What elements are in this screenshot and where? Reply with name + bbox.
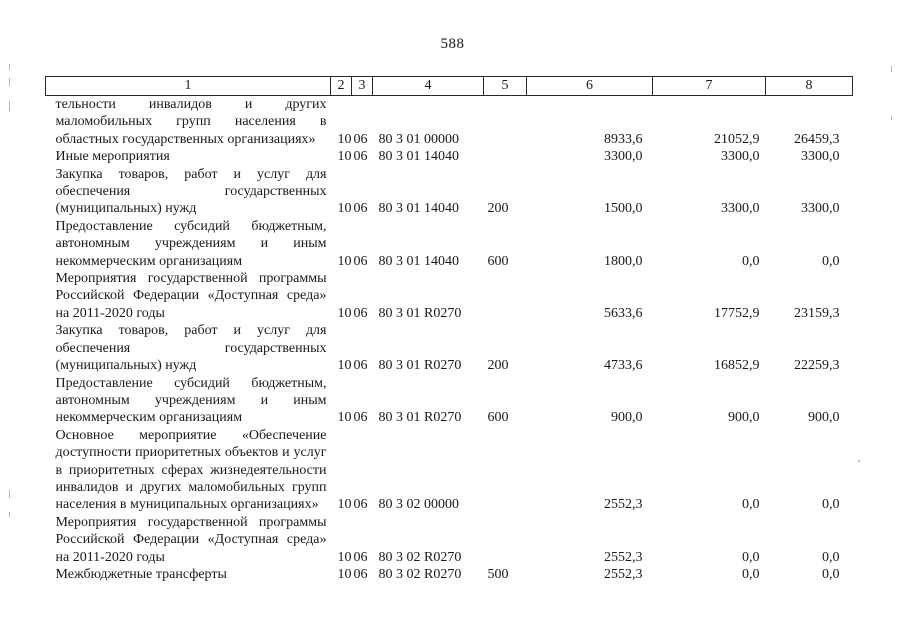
cell-section: 10 bbox=[337, 201, 352, 217]
cell-value-7: 900,0 bbox=[728, 410, 760, 426]
cell-value-7: 3300,0 bbox=[721, 201, 760, 217]
cell-value-8: 900,0 bbox=[808, 410, 840, 426]
cell-expense-type bbox=[484, 514, 527, 566]
table-row bbox=[46, 375, 853, 427]
header-row bbox=[46, 77, 853, 96]
cell-name: Предоставление субсидий бюджетным, автономным учреждениям и иным некоммерческим организациям bbox=[55, 218, 327, 269]
cell-subsection: 06 bbox=[353, 305, 368, 321]
cell-value-8: 0,0 bbox=[822, 497, 840, 513]
cell-value-8: 3300,0 bbox=[801, 201, 840, 217]
scan-mark bbox=[858, 460, 860, 462]
page-number: 588 bbox=[440, 36, 465, 52]
cell-value-8: 26459,3 bbox=[794, 131, 840, 147]
cell-section: 10 bbox=[337, 497, 352, 513]
cell-name: Межбюджетные трансферты bbox=[55, 566, 227, 582]
cell-value-6: 2552,3 bbox=[604, 566, 643, 582]
cell-value-6: 3300,0 bbox=[604, 149, 643, 165]
cell-name: Закупка товаров, работ и услуг для обеспечения государственных (муниципальных) нужд bbox=[55, 323, 327, 374]
cell-target-article: 80 3 02 R0270 bbox=[378, 549, 462, 565]
cell-section: 10 bbox=[337, 131, 352, 147]
table-row bbox=[46, 514, 853, 566]
cell-expense-type: 200 bbox=[487, 201, 509, 217]
cell-expense-type bbox=[484, 427, 527, 514]
cell-subsection: 06 bbox=[353, 131, 368, 147]
cell-value-8: 3300,0 bbox=[801, 149, 840, 165]
header-cell-5: 5 bbox=[484, 77, 527, 96]
cell-subsection: 06 bbox=[353, 566, 368, 582]
cell-value-8: 0,0 bbox=[822, 566, 840, 582]
cell-section: 10 bbox=[337, 358, 352, 374]
cell-value-6: 5633,6 bbox=[604, 305, 643, 321]
cell-value-6: 4733,6 bbox=[604, 358, 643, 374]
cell-subsection: 06 bbox=[353, 497, 368, 513]
cell-name: Мероприятия государственной программы Российской Федерации «Доступная среда» на 2011-2020 годы bbox=[55, 514, 327, 565]
cell-value-7: 0,0 bbox=[742, 253, 760, 269]
cell-value-7: 16852,9 bbox=[714, 358, 760, 374]
scan-mark bbox=[9, 78, 10, 86]
cell-value-7: 0,0 bbox=[742, 566, 760, 582]
table-row bbox=[46, 166, 853, 218]
budget-table bbox=[45, 76, 853, 583]
cell-expense-type bbox=[484, 270, 527, 322]
cell-target-article: 80 3 01 14040 bbox=[378, 201, 459, 217]
cell-section: 10 bbox=[337, 305, 352, 321]
cell-value-6: 2552,3 bbox=[604, 549, 643, 565]
cell-target-article: 80 3 01 00000 bbox=[378, 131, 459, 147]
cell-value-6: 1500,0 bbox=[604, 201, 643, 217]
cell-expense-type: 600 bbox=[487, 253, 509, 269]
header-cell-8: 8 bbox=[766, 77, 853, 96]
table-row bbox=[46, 270, 853, 322]
header-cell-6: 6 bbox=[527, 77, 653, 96]
cell-section: 10 bbox=[337, 410, 352, 426]
cell-value-8: 0,0 bbox=[822, 253, 840, 269]
cell-name: Иные мероприятия bbox=[55, 149, 170, 165]
cell-value-7: 21052,9 bbox=[714, 131, 760, 147]
scan-mark bbox=[891, 66, 892, 72]
cell-value-8: 23159,3 bbox=[794, 305, 840, 321]
cell-name: Предоставление субсидий бюджетным, автономным учреждениям и иным некоммерческим организациям bbox=[55, 375, 327, 426]
cell-target-article: 80 3 02 00000 bbox=[378, 497, 459, 513]
cell-value-6: 900,0 bbox=[611, 410, 643, 426]
cell-target-article: 80 3 01 R0270 bbox=[378, 410, 462, 426]
cell-subsection: 06 bbox=[353, 549, 368, 565]
scan-mark bbox=[891, 116, 892, 120]
scan-mark bbox=[9, 512, 10, 517]
cell-subsection: 06 bbox=[353, 201, 368, 217]
cell-subsection: 06 bbox=[353, 253, 368, 269]
cell-section: 10 bbox=[337, 149, 352, 165]
cell-subsection: 06 bbox=[353, 410, 368, 426]
cell-section: 10 bbox=[337, 566, 352, 582]
header-cell-1: 1 bbox=[46, 77, 331, 96]
scan-mark bbox=[9, 101, 10, 111]
header-cell-2: 2 bbox=[331, 77, 352, 96]
header-cell-7: 7 bbox=[653, 77, 766, 96]
cell-expense-type bbox=[484, 96, 527, 149]
cell-target-article: 80 3 01 14040 bbox=[378, 253, 459, 269]
cell-value-7: 3300,0 bbox=[721, 149, 760, 165]
table-row bbox=[46, 148, 853, 165]
cell-value-6: 2552,3 bbox=[604, 497, 643, 513]
cell-value-6: 1800,0 bbox=[604, 253, 643, 269]
table-body bbox=[46, 96, 853, 584]
table-row bbox=[46, 96, 853, 149]
cell-expense-type: 200 bbox=[487, 358, 509, 374]
scan-mark bbox=[9, 490, 10, 498]
header-cell-3: 3 bbox=[352, 77, 373, 96]
cell-target-article: 80 3 01 R0270 bbox=[378, 358, 462, 374]
cell-subsection: 06 bbox=[353, 149, 368, 165]
table-row bbox=[46, 566, 853, 583]
cell-expense-type: 600 bbox=[487, 410, 509, 426]
cell-name: Основное мероприятие «Обеспечение доступности приоритетных объектов и услуг в приоритетных сферах жизнедеятельности инвалидов и других маломобильных групп населения в муниципальных организациях» bbox=[55, 427, 327, 513]
cell-value-6: 8933,6 bbox=[604, 131, 643, 147]
cell-value-8: 22259,3 bbox=[794, 358, 840, 374]
cell-section: 10 bbox=[337, 253, 352, 269]
cell-expense-type: 500 bbox=[487, 566, 509, 582]
cell-expense-type bbox=[484, 148, 527, 165]
cell-target-article: 80 3 01 R0270 bbox=[378, 305, 462, 321]
table-row bbox=[46, 427, 853, 514]
table-row bbox=[46, 322, 853, 374]
cell-target-article: 80 3 01 14040 bbox=[378, 149, 459, 165]
cell-value-7: 0,0 bbox=[742, 497, 760, 513]
cell-value-7: 0,0 bbox=[742, 549, 760, 565]
cell-value-8: 0,0 bbox=[822, 549, 840, 565]
table-header bbox=[46, 77, 853, 96]
cell-subsection: 06 bbox=[353, 358, 368, 374]
header-cell-4: 4 bbox=[373, 77, 484, 96]
cell-section: 10 bbox=[337, 549, 352, 565]
cell-value-7: 17752,9 bbox=[714, 305, 760, 321]
table-row bbox=[46, 218, 853, 270]
scan-mark bbox=[9, 64, 10, 70]
cell-target-article: 80 3 02 R0270 bbox=[378, 566, 462, 582]
cell-name: тельности инвалидов и других маломобильных групп населения в областных государственных организациях» bbox=[55, 97, 327, 147]
cell-name: Мероприятия государственной программы Российской Федерации «Доступная среда» на 2011-2020 годы bbox=[55, 271, 327, 321]
cell-name: Закупка товаров, работ и услуг для обеспечения государственных (муниципальных) нужд bbox=[55, 166, 327, 217]
